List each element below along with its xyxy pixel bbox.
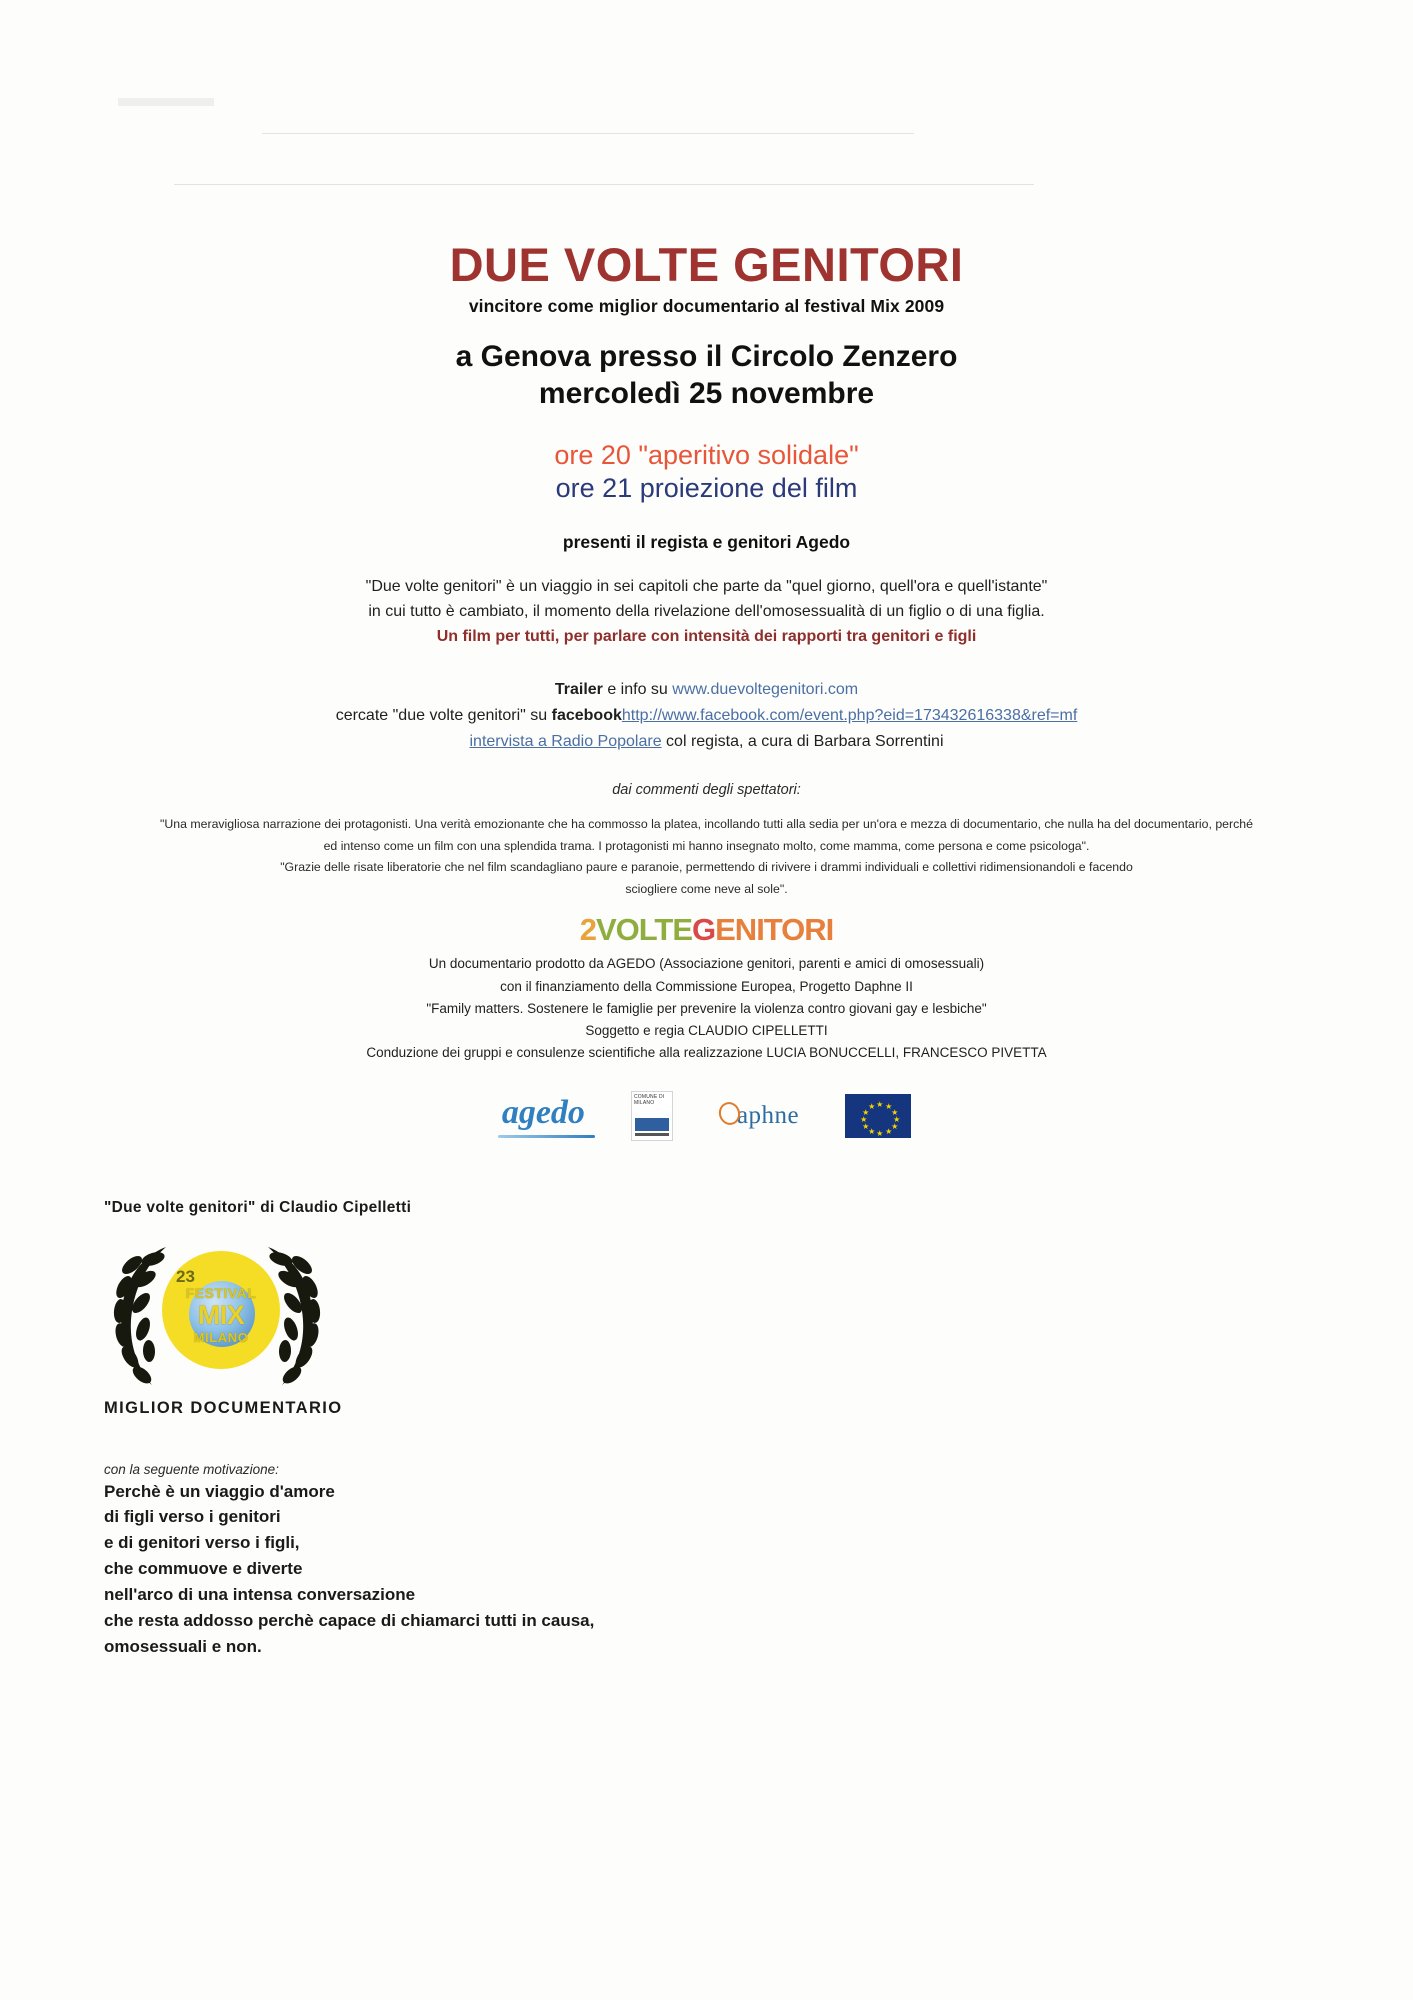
description-highlight: Un film per tutti, per parlare con intensità dei rapporti tra genitori e figli: [436, 627, 977, 645]
comment-line: sciogliere come neve al sole".: [625, 881, 788, 896]
eu-star-icon: ★: [862, 1121, 870, 1131]
radio-popolare-link[interactable]: intervista a Radio Popolare: [469, 732, 662, 750]
eu-star-icon: ★: [885, 1126, 893, 1136]
festival-mix-badge: [112, 1241, 322, 1391]
venue-block: [0, 339, 1413, 412]
venue-date: mercoledì 25 novembre: [538, 376, 875, 410]
eu-star-icon: ★: [891, 1107, 899, 1117]
eu-star-icon: ★: [868, 1126, 876, 1136]
description-block: [0, 575, 1413, 649]
daphne-text: aphne: [736, 1101, 800, 1129]
logo-part-g: G: [692, 912, 716, 948]
eu-star-icon: ★: [860, 1114, 868, 1124]
credits-line-2: con il finanziamento della Commissione Europea, Progetto Daphne II: [500, 978, 913, 994]
daphne-logo: [719, 1102, 799, 1130]
logo-part-2: 2: [579, 912, 596, 948]
badge-festival-text: FESTIVAL: [185, 1284, 257, 1301]
sponsor-logos-row: [0, 1091, 1413, 1141]
motivation-section: [0, 1462, 1413, 1660]
links-block: [0, 677, 1413, 754]
schedule-aperitivo: ore 20 "aperitivo solidale": [554, 439, 859, 470]
trailer-label: Trailer: [554, 681, 603, 699]
comune-milano-text: COMUNE DI MILANO: [633, 1093, 665, 1106]
eu-star-icon: ★: [868, 1101, 876, 1111]
motivation-line: nell'arco di una intensa conversazione: [104, 1584, 416, 1604]
interview-rest: col regista, a cura di Barbara Sorrentini: [661, 732, 944, 750]
eu-star-icon: ★: [862, 1107, 870, 1117]
badge-mix-text: MIX: [197, 1299, 245, 1330]
eu-star-icon: ★: [876, 1099, 884, 1109]
eu-star-icon: ★: [891, 1121, 899, 1131]
badge-city-text: MILANO: [193, 1329, 249, 1345]
comment-line: "Una meravigliosa narrazione dei protagonisti. Una verità emozionante che ha commosso la platea, incollando tutti alla sedia per un'ora e mezza di documentario, che nulla ha del documentario, perché: [160, 817, 1253, 832]
comments-block: [0, 814, 1413, 900]
badge-edition-number: 23: [176, 1266, 195, 1286]
motivation-line: che commuove e diverte: [104, 1559, 303, 1579]
eu-flag-logo: [845, 1094, 911, 1138]
description-line-1: "Due volte genitori" è un viaggio in sei capitoli che parte da "quel giorno, quell'ora e quell'istante": [365, 578, 1048, 596]
trailer-text: e info su: [602, 681, 673, 699]
description-line-2: in cui tutto è cambiato, il momento della rivelazione dell'omosessualità di un figlio o di una figlia.: [368, 602, 1045, 620]
award-label: MIGLIOR DOCUMENTARIO: [104, 1398, 343, 1417]
credits-block: [0, 953, 1413, 1064]
comune-milano-logo: [631, 1091, 673, 1141]
award-caption: "Due volte genitori" di Claudio Cipelletti: [104, 1198, 412, 1216]
motivation-body: [104, 1479, 1413, 1660]
comment-line: ed intenso come un film con una splendida trama. I protagonisti mi hanno insegnato molto, come mamma, come persona e come psicologa".: [323, 838, 1090, 853]
facebook-line: [0, 703, 1413, 729]
credits-line-4: Soggetto e regia CLAUDIO CIPELLETTI: [585, 1023, 828, 1039]
award-subtitle: vincitore come miglior documentario al festival Mix 2009: [468, 296, 945, 317]
credits-line-5: Conduzione dei gruppi e consulenze scientifiche alla realizzazione LUCIA BONUCCELLI, FRANCESCO PIVETTA: [366, 1045, 1047, 1061]
motivation-line: omosessuali e non.: [104, 1636, 262, 1656]
motivation-line: che resta addosso perchè capace di chiamarci tutti in causa,: [104, 1610, 595, 1630]
eu-star-icon: ★: [885, 1101, 893, 1111]
schedule-block: [0, 439, 1413, 507]
eu-star-icon: ★: [893, 1114, 901, 1124]
facebook-prefix: cercate "due volte genitori" su: [335, 707, 552, 725]
comments-heading: dai commenti degli spettatori:: [612, 782, 801, 799]
duevoltegenitori-logo: [0, 912, 1413, 948]
venue-location: a Genova presso il Circolo Zenzero: [455, 340, 958, 374]
laurel-right-icon: [260, 1241, 322, 1391]
credits-line-1: Un documentario prodotto da AGEDO (Associazione genitori, parenti e amici di omosessuali): [428, 956, 985, 972]
trailer-line: [0, 677, 1413, 703]
motivation-line: e di genitori verso i figli,: [104, 1533, 300, 1553]
guests-note: presenti il regista e genitori Agedo: [562, 532, 851, 553]
page-title: DUE VOLTE GENITORI: [449, 238, 964, 291]
comment-line: "Grazie delle risate liberatorie che nel film scandagliano paure e paranoie, permettendo di rivivere i drammi individuali e collettivi ridimensionandoli e facendo: [280, 860, 1133, 875]
interview-line: [0, 729, 1413, 755]
schedule-screening: ore 21 proiezione del film: [555, 473, 858, 504]
logo-part-volte: VOLTE: [595, 912, 692, 948]
milano-logo-bar: [635, 1118, 669, 1131]
agedo-logo: agedo: [502, 1094, 585, 1138]
motivation-line: di figli verso i genitori: [104, 1507, 281, 1527]
eu-star-icon: ★: [876, 1128, 884, 1138]
motivation-heading: con la seguente motivazione:: [104, 1461, 279, 1477]
website-link[interactable]: www.duevoltegenitori.com: [672, 681, 859, 699]
logo-part-enitori: ENITORI: [715, 912, 834, 948]
facebook-url-link[interactable]: http://www.facebook.com/event.php?eid=173432616338&ref=mf: [621, 707, 1078, 725]
credits-line-3: "Family matters. Sostenere le famiglie per prevenire la violenza contro giovani gay e lesbiche": [426, 1000, 987, 1016]
award-section: [0, 1199, 1413, 1418]
motivation-line: Perchè è un viaggio d'amore: [104, 1481, 335, 1501]
facebook-label: facebook: [551, 707, 622, 725]
milano-logo-bar: [635, 1133, 669, 1136]
